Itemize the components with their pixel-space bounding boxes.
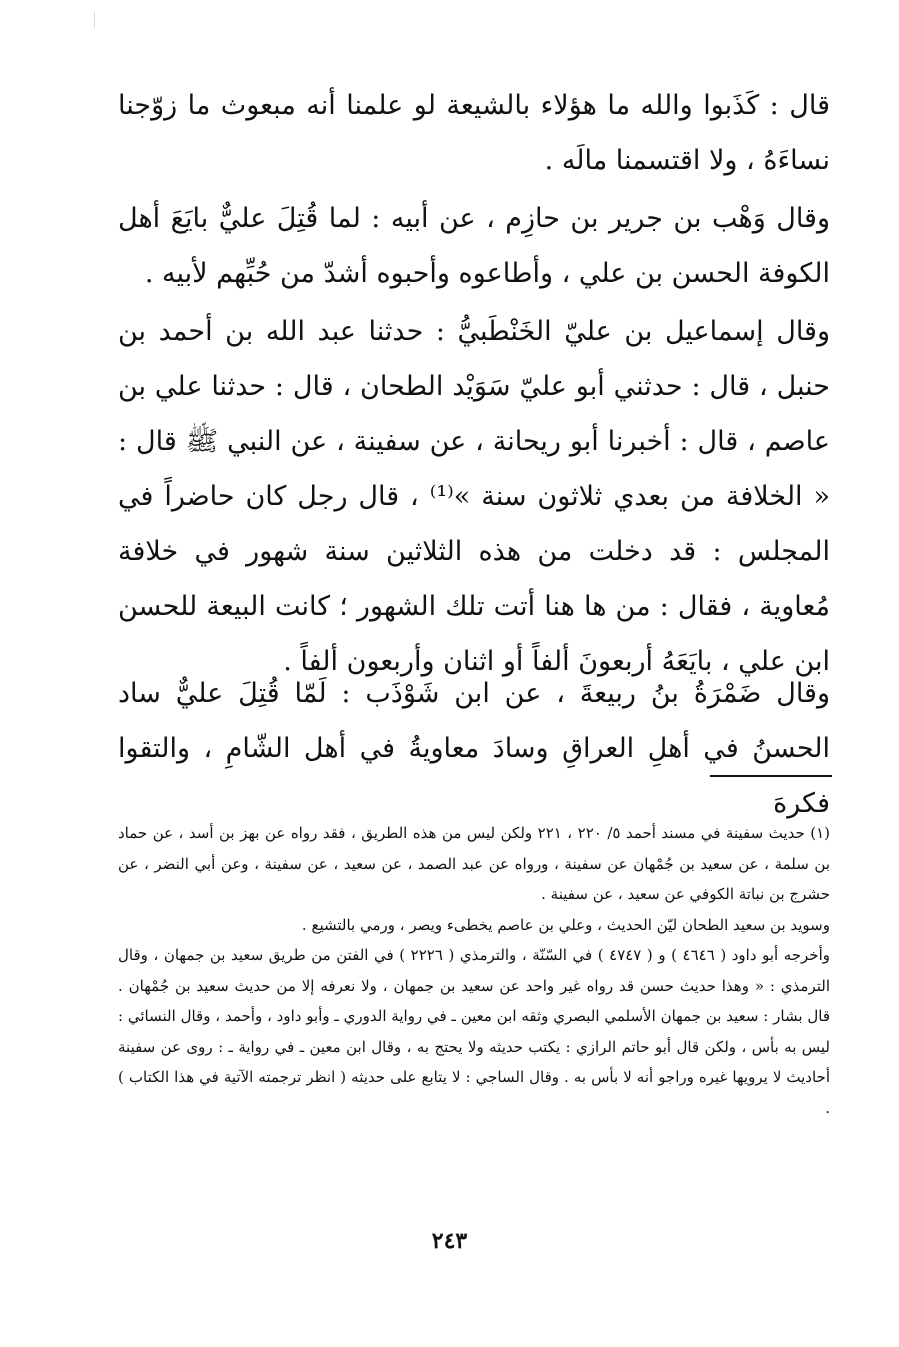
paragraph-text: قال : كَذَبوا والله ما هؤلاء بالشيعة لو علمنا أنه مبعوث ما زوّجنا نساءَهُ ، ولا اقتسمنا مالَه . [118,90,830,176]
body-paragraph-1 [118,78,830,188]
footnote-1-note-sawid: وسويد بن سعيد الطحان ليّن الحديث ، وعلي بن عاصم يخطىء ويصر ، ورمي بالتشيع . [301,915,830,934]
footnote-1: (١) حديث سفينة في مسند أحمد ٥/ ٢٢٠ ، ٢٢١ ولكن ليس من هذه الطريق ، فقد رواه عن بهز بن أسد ، عن حماد بن سلمة ، عن سعيد بن جُمْهان عن سفينة ، ورواه عن عبد الصمد ، عن سعيد ، عن سفينة ، وعن أبي النضر ، عن حشرج بن نباتة الكوفي عن سعيد ، عن سفينة . [118,824,830,903]
footnote-1-takhrij: وأخرجه أبو داود ( ٤٦٤٦ ) و ( ٤٧٤٧ ) في السّنّة ، والترمذي ( ٢٢٢٦ ) في الفتن من طريق سعيد بن جمهان ، وقال الترمذي : « وهذا حديث حسن قد رواه غير واحد عن سعيد بن جمهان ، ولا نعرفه إلا من حديث سعيد بن جُمْهان . قال بشار : سعيد بن جمهان الأسلمي البصري وثقه ابن معين ـ في رواية الدوري ـ وأبو داود ، وأحمد ، وقال النسائي : ليس به بأس ، ولكن قال أبو حاتم الرازي : يكتب حديثه ولا يحتج به ، وقال ابن معين ـ في رواية ـ : روى عن سفينة أحاديث لا يرويها غيره وراجو أنه لا بأس به . وقال الساجي : لا يتابع على حديثه ( انظر ترجمته الآتية في هذا الكتاب ) . [118,946,830,1117]
body-paragraph-3 [118,304,830,689]
footnotes-section [118,818,830,1123]
footnote-separator [710,775,832,777]
body-paragraph-4 [118,666,830,831]
body-paragraph-2 [118,191,830,301]
scan-edge-mark [94,12,95,28]
paragraph-text: وقال ضَمْرَةُ بنُ ربيعةَ ، عن ابن شَوْذَب : لَمّا قُتِلَ عليٌّ ساد الحسنُ في أهلِ العراقِ وسادَ معاويةُ في أهل الشّامِ ، والتقوا فكرهَ [118,678,830,819]
paragraph-text: وقال إسماعيل بن عليّ الخَنْطَبيُّ : حدثنا عبد الله بن أحمد بن حنبل ، قال : حدثني أبو عليّ سَوَيْد الطحان ، قال : حدثنا علي بن عاصم ، قال : أخبرنا أبو ريحانة ، عن سفينة ، عن النبي ﷺ قال : « الخلافة من بعدي ثلاثون سنة »⁽¹⁾ ، قال رجل كان حاضراً في المجلس : قد دخلت من هذه الثلاثين سنة شهور في خلافة مُعاوية ، فقال : من ها هنا أتت تلك الشهور ؛ كانت البيعة للحسن ابن علي ، بايَعَهُ أربعونَ ألفاً أو اثنان وأربعون ألفاً . [118,316,830,677]
paragraph-text: وقال وَهْب بن جرير بن حازِم ، عن أبيه : لما قُتِلَ عليٌّ بايَعَ أهل الكوفة الحسن بن علي ، وأطاعوه وأحبوه أشدّ من حُبِّهم لأبيه . [118,203,830,289]
page-number: ٢٤٣ [431,1228,468,1254]
